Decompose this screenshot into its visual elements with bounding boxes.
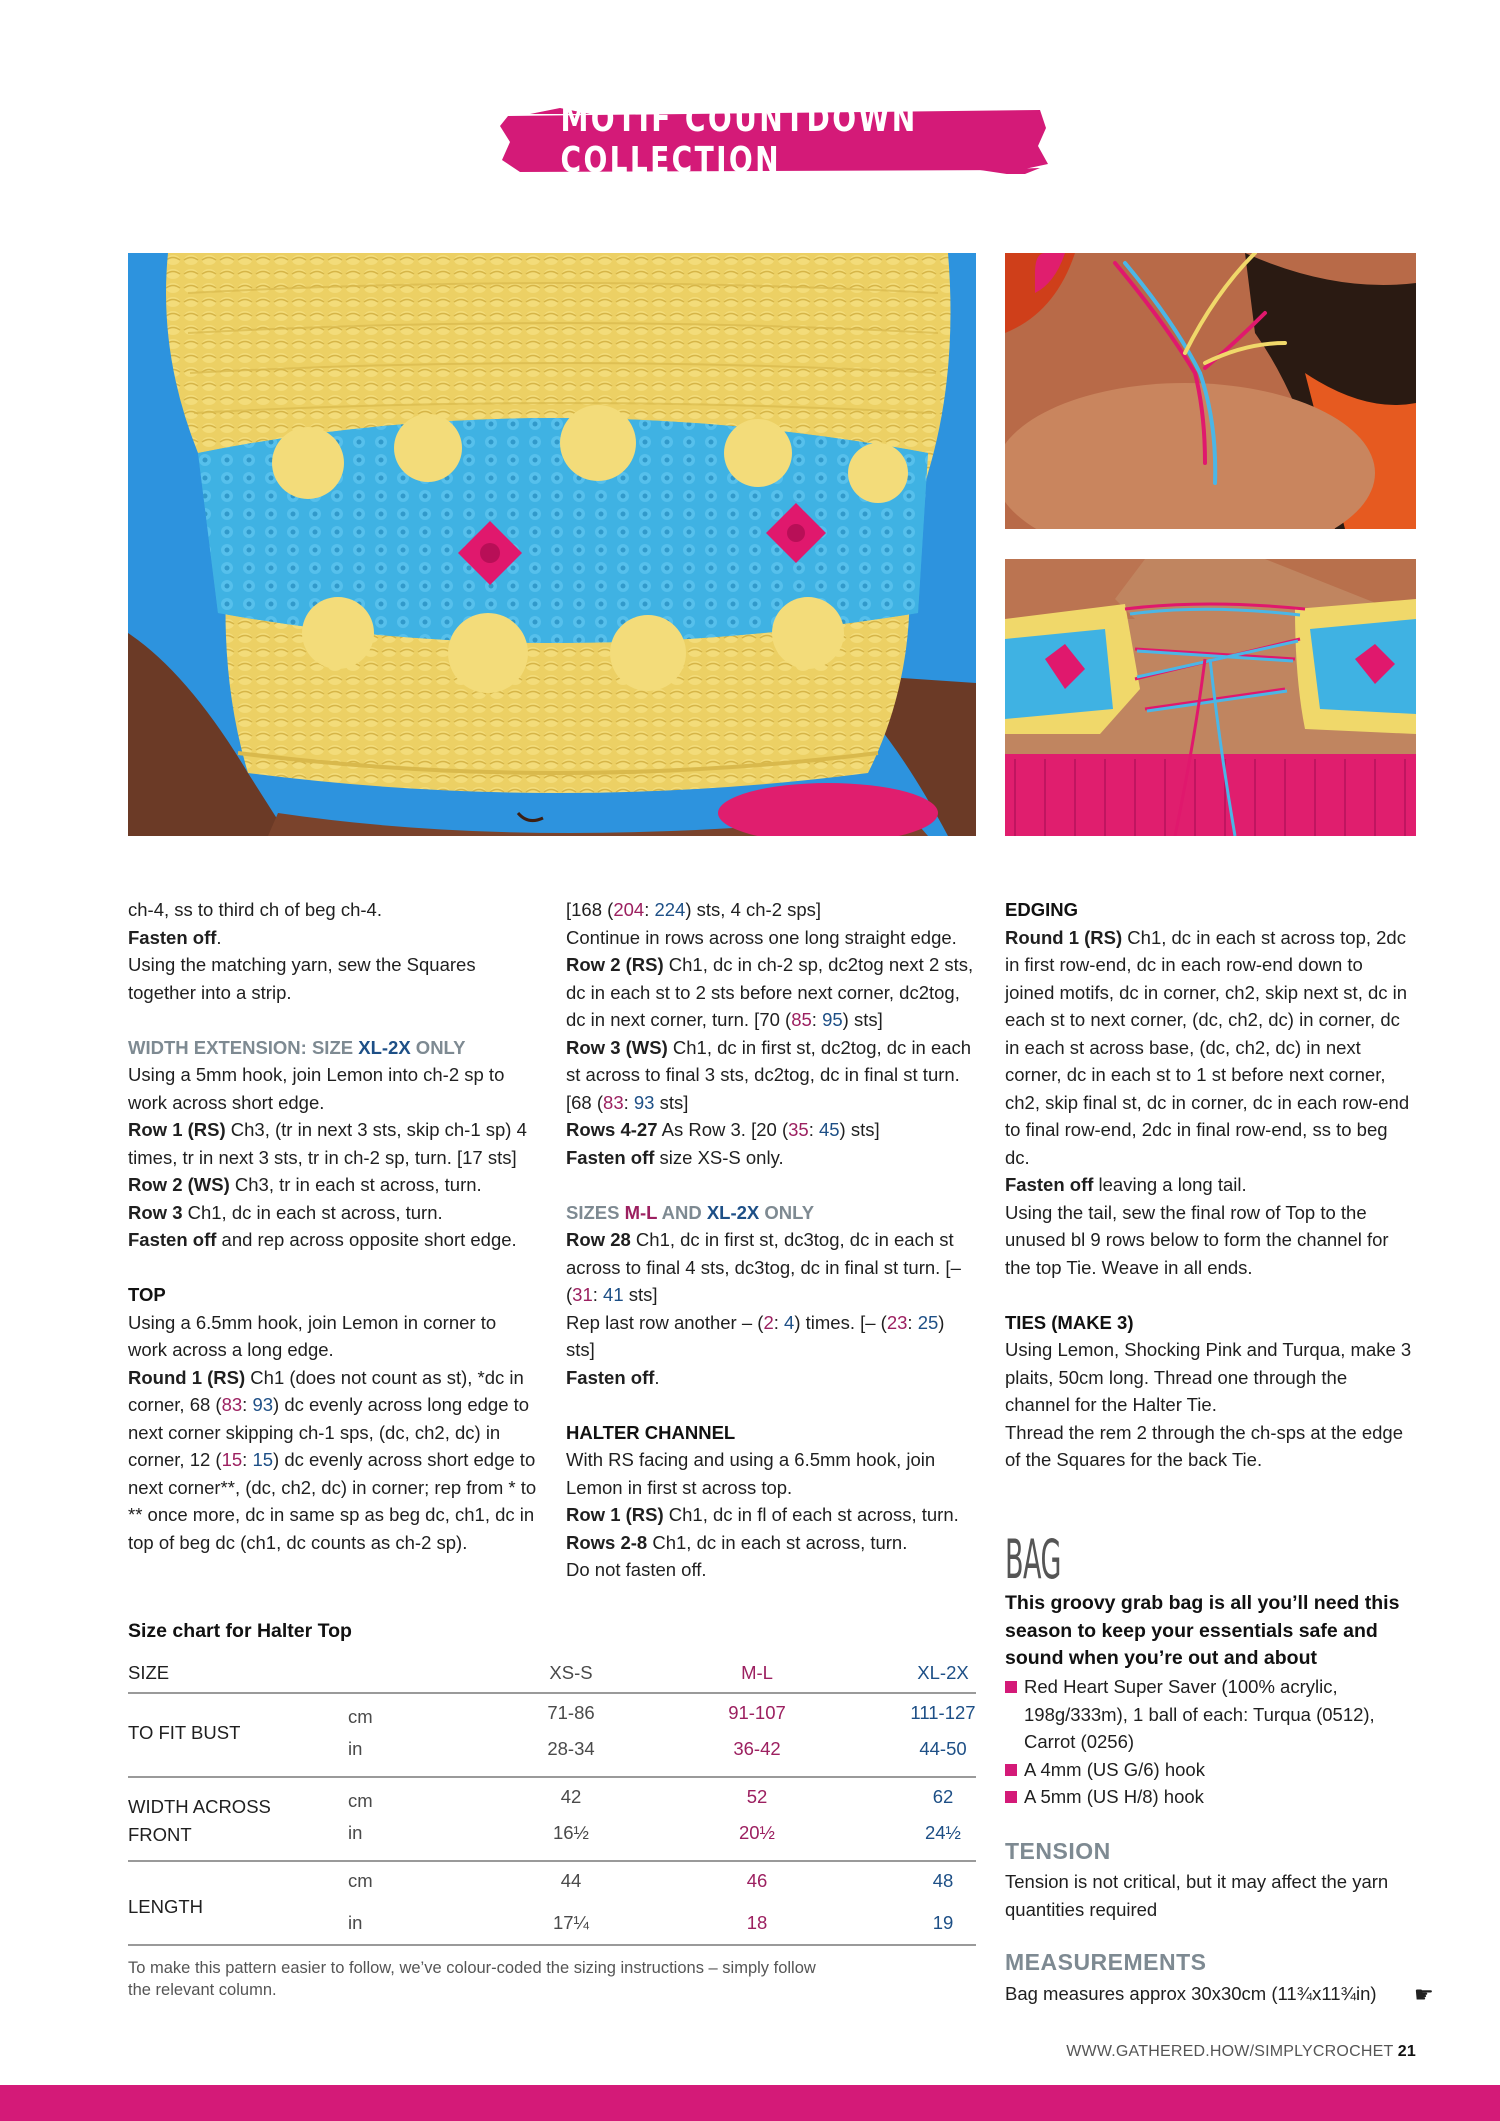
bag-materials-list — [1005, 1673, 1415, 1811]
cell-value: 46 — [746, 1870, 768, 1891]
stitch-count: [168 (204: 224) sts, 4 ch-2 sps] — [566, 899, 822, 920]
row-28-instruction: Row 28 Ch1, dc in first st, dc3tog, dc in each st across to final 4 sts, dc3tog, dc in final st turn. [– (31: 41 sts] — [566, 1229, 961, 1305]
cell-value: 20½ — [738, 1822, 775, 1843]
size-m-l-header: M-L — [741, 1662, 773, 1683]
cell-value: 62 — [932, 1786, 954, 1807]
measurements-heading: MEASUREMENTS — [1005, 1949, 1207, 1975]
col2-fasten-off: Fasten off size XS-S only. — [566, 1146, 784, 1168]
unit-in: in — [348, 1912, 363, 1933]
page-number: 21 — [1397, 2043, 1416, 2060]
size-xs-s-header: XS-S — [549, 1662, 593, 1683]
footer-url: WWW.GATHERED.HOW/SIMPLYCROCHET 21 — [1066, 2043, 1416, 2060]
unit-cm: cm — [348, 1870, 373, 1891]
bag-intro: This groovy grab bag is all you’ll need this season to keep your essentials safe and sound when you’re out and about — [1005, 1592, 1400, 1669]
col2-fasten-off: Fasten off. — [566, 1366, 660, 1388]
unit-cm: cm — [348, 1706, 373, 1727]
round-1-instruction: Round 1 (RS) Ch1 (does not count as st), *dc in corner, 68 (83: 93) dc evenly across long edge to next corner skipping ch-1 sps, (dc, ch2, dc) in corner, 12 (15: 15) dc evenly across short edge to next corner**, (dc, ch2, dc) in corner; rep from * to ** once more, dc in same sp as beg dc, ch1, dc in top of beg dc (ch1, dc counts as ch-2 sp). — [128, 1366, 537, 1553]
tension-heading: TENSION — [1005, 1838, 1111, 1864]
size-chart-title: Size chart for Halter Top — [128, 1620, 352, 1642]
rows-4-27-instruction: Rows 4-27 As Row 3. [20 (35: 45) sts] — [566, 1119, 880, 1140]
col3-line: Using the tail, sew the final row of Top to the unused bl 9 rows below to form the channel for the top Tie. Weave in all ends. — [1005, 1201, 1389, 1278]
table-divider — [128, 1692, 976, 1694]
unit-in: in — [348, 1822, 363, 1843]
measurements-text: Bag measures approx 30x30cm (11¾x11¾in) — [1005, 1983, 1377, 2004]
row-2-instruction: Row 2 (RS) Ch1, dc in ch-2 sp, dc2tog next 2 sts, dc in each st to 2 sts before next corner, dc2tog, dc in next corner, turn. [70 (85: 95) sts] — [566, 954, 974, 1030]
collection-banner — [500, 99, 1050, 181]
row-label: TO FIT BUST — [128, 1722, 241, 1743]
cell-value: 42 — [560, 1786, 582, 1807]
cell-value: 18 — [746, 1912, 768, 1933]
pointing-hand-icon: ☛ — [1414, 1982, 1434, 2007]
square-bullet-icon — [1005, 1764, 1017, 1776]
sizes-ml-xl-heading: SIZES M-L AND XL-2X ONLY — [566, 1201, 815, 1223]
square-bullet-icon — [1005, 1681, 1017, 1693]
col1-line: ch-4, ss to third ch of beg ch-4. — [128, 899, 382, 920]
table-divider — [128, 1944, 976, 1946]
pattern-column-1 — [128, 896, 538, 1556]
edging-round-1-instruction: Round 1 (RS) Ch1, dc in each st across top, 2dc in first row-end, dc in each row-end down to joined motifs, dc in corner, ch2, skip next st, dc in each st to next corner, (dc, ch2, dc) in corner, dc in each st across base, (dc, ch2, dc) in next corner, dc in each st to 1 st before next corner, ch2, skip final st, dc in corner, dc in each row-end to final row-end, 2dc in final row-end, ss to beg dc. — [1005, 926, 1410, 1168]
cell-value: 19 — [932, 1912, 954, 1933]
halter-channel-heading: HALTER CHANNEL — [566, 1421, 736, 1443]
unit-in: in — [348, 1738, 363, 1759]
edging-heading: EDGING — [1005, 899, 1078, 920]
cell-value: 17¼ — [552, 1912, 589, 1933]
col1-fasten-off: Fasten off and rep across opposite short edge. — [128, 1229, 517, 1250]
ties-heading: TIES (MAKE 3) — [1005, 1311, 1134, 1333]
list-item: Red Heart Super Saver (100% acrylic, 198g/333m), 1 ball of each: Turqua (0512), Carrot (0256) — [1005, 1673, 1415, 1756]
size-xl-2x-header: XL-2X — [917, 1662, 969, 1683]
repeat-instruction: Rep last row another – (2: 4) times. [– (23: 25) sts] — [566, 1311, 945, 1360]
cell-value: 44 — [560, 1870, 582, 1891]
cell-value: 16½ — [552, 1822, 589, 1843]
cell-value: 48 — [932, 1870, 954, 1891]
col1-fasten-off: Fasten off. — [128, 926, 222, 948]
banner-title: MOTIF COUNTDOWN COLLECTION — [560, 99, 918, 181]
row-3-instruction: Row 3 (WS) Ch1, dc in first st, dc2tog, dc in each st across to final 3 sts, dc2tog, dc in final st turn. [68 (83: 93 sts] — [566, 1036, 972, 1113]
row-3-instruction: Row 3 Ch1, dc in each st across, turn. — [128, 1201, 443, 1223]
size-header: SIZE — [128, 1662, 170, 1683]
col3-line: Thread the rem 2 through the ch-sps at the edge of the Squares for the back Tie. — [1005, 1421, 1403, 1470]
col3-line: Using Lemon, Shocking Pink and Turqua, make 3 plaits, 50cm long. Thread one through the channel for the Halter Tie. — [1005, 1339, 1412, 1415]
halter-row-1-instruction: Row 1 (RS) Ch1, dc in fl of each st across, turn. — [566, 1504, 959, 1525]
cell-value: 36-42 — [733, 1738, 781, 1759]
cell-value: 71-86 — [547, 1702, 595, 1723]
tension-text: Tension is not critical, but it may affect the yarn quantities required — [1005, 1871, 1389, 1920]
col2-line: Continue in rows across one long straight edge. — [566, 926, 957, 948]
crop-top-front-photo — [128, 253, 976, 836]
width-extension-heading: WIDTH EXTENSION: SIZE XL-2X ONLY — [128, 1036, 466, 1058]
row-1-instruction: Row 1 (RS) Ch3, (tr in next 3 sts, skip ch-1 sp) 4 times, tr in next 3 sts, tr in ch-2 sp, turn. [17 sts] — [128, 1119, 527, 1168]
top-heading: TOP — [128, 1284, 166, 1305]
table-divider — [128, 1776, 976, 1778]
list-item: A 5mm (US H/8) hook — [1005, 1783, 1415, 1811]
bag-title: BAG — [1005, 1528, 1061, 1591]
cell-value: 24½ — [924, 1822, 961, 1843]
colour-coding-note: To make this pattern easier to follow, we’ve colour-coded the sizing instructions – simply follow the relevant column. — [128, 1959, 816, 1999]
row-label: WIDTH ACROSS — [128, 1796, 271, 1817]
col2-line: With RS facing and using a 6.5mm hook, join Lemon in first st across top. — [566, 1449, 936, 1498]
cell-value: 28-34 — [547, 1738, 595, 1759]
col2-line: Do not fasten off. — [566, 1559, 707, 1580]
halter-rows-2-8-instruction: Rows 2-8 Ch1, dc in each st across, turn. — [566, 1531, 908, 1553]
col1-line: Using a 6.5mm hook, join Lemon in corner to work across a long edge. — [128, 1311, 497, 1360]
row-2-instruction: Row 2 (WS) Ch3, tr in each st across, turn. — [128, 1174, 482, 1195]
list-item: A 4mm (US G/6) hook — [1005, 1756, 1415, 1784]
pattern-column-3 — [1005, 896, 1415, 1474]
col1-line: Using the matching yarn, sew the Squares together into a strip. — [128, 954, 476, 1003]
halter-tie-neck-photo — [1005, 253, 1416, 529]
square-bullet-icon — [1005, 1791, 1017, 1803]
col3-fasten-off: Fasten off leaving a long tail. — [1005, 1174, 1247, 1195]
unit-cm: cm — [348, 1790, 373, 1811]
row-label: LENGTH — [128, 1896, 204, 1917]
cell-value: 44-50 — [919, 1738, 967, 1759]
footer-bar — [0, 2085, 1500, 2121]
col1-line: Using a 5mm hook, join Lemon into ch-2 sp to work across short edge. — [128, 1064, 505, 1113]
pattern-column-2 — [566, 896, 976, 1584]
back-ties-photo — [1005, 559, 1416, 836]
cell-value: 91-107 — [728, 1702, 786, 1723]
cell-value: 111-127 — [910, 1702, 976, 1723]
cell-value: 52 — [746, 1786, 768, 1807]
row-label-line-2: FRONT — [128, 1824, 192, 1845]
table-divider — [128, 1860, 976, 1862]
